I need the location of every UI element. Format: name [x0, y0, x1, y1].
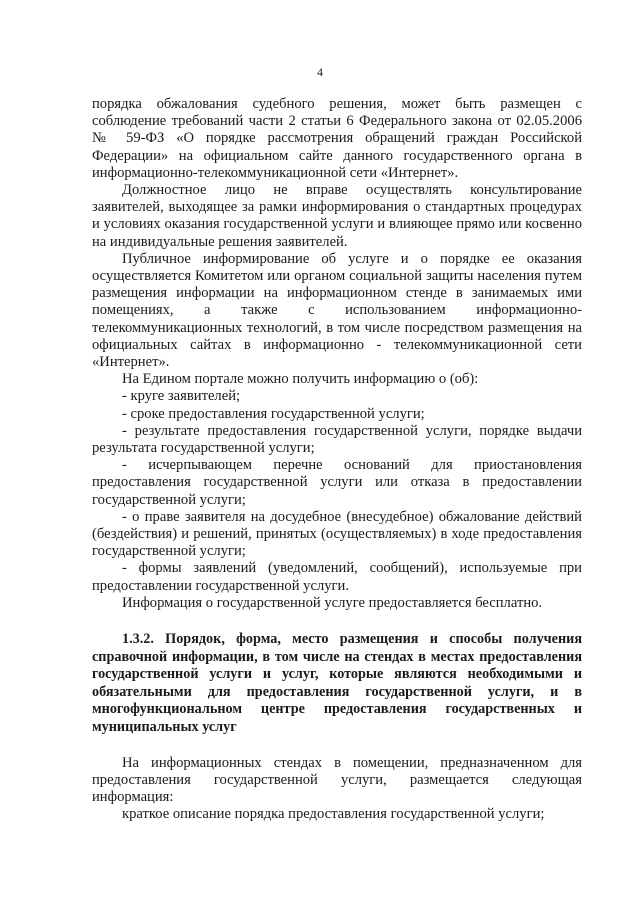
list-item: - сроке предоставления государственной услуги;: [122, 405, 425, 422]
list-item: - круге заявителей;: [122, 388, 241, 405]
list-item: - формы заявлений (уведомлений, сообщений), используемые при предоставлении государственной услуги.: [92, 560, 582, 594]
list-item: - о праве заявителя на досудебное (внесудебное) обжалование действий (бездействия) и решений, принятых (осуществляемых) в ходе предоставления государственной услуги;: [92, 508, 582, 560]
spacer: [92, 737, 582, 755]
paragraph-free-note: Информация о государственной услуге предоставляется бесплатно.: [122, 594, 543, 611]
paragraph-official-restriction: Должностное лицо не вправе осуществлять консультирование заявителей, выходящее за рамки информирования о стандартных процедурах и условиях оказания государственной услуги и влияющее прямо или косвенно на индивидуальные решения заявителей.: [92, 182, 582, 250]
paragraph-portal-intro: На Едином портале можно получить информацию о (об):: [122, 371, 479, 388]
paragraph-public-informing: Публичное информирование об услуге и о порядке ее оказания осуществляется Комитетом или органом социальной защиты населения путем размещения информации на информационном стенде в занимаемых ими помещениях, а также с использованием информационно-телекоммуникационных технологий, в том числе посредством размещения на официальных сайтах в информационно - телекоммуникационной сети «Интернет».: [92, 250, 582, 371]
paragraph-stand-intro: На информационных стендах в помещении, предназначенном для предоставления государственной услуги, размещается следующая информация:: [92, 754, 582, 806]
list-item: краткое описание порядка предоставления государственной услуги;: [122, 806, 545, 823]
list-item: - результате предоставления государственной услуги, порядке выдачи результата государственной услуги;: [92, 422, 582, 457]
document-body: [92, 96, 582, 823]
page-number: 4: [317, 65, 323, 79]
section-heading: 1.3.2. Порядок, форма, место размещения и способы получения справочной информации, в том числе на стендах в местах предоставления государственной услуги и услуг, которые являются необходимыми и обязательными для предоставления государственной услуги, и в многофункциональном центре предоставления государственных и муниципальных услуг: [92, 631, 582, 736]
paragraph-appeal-continuation: порядка обжалования судебного решения, может быть размещен с соблюдение требований части 2 статьи 6 Федерального закона от 02.05.2006 № 59-ФЗ «О порядке рассмотрения обращений граждан Российской Федерации» на официальном сайте данного государственного органа в информационно-телекоммуникационной сети «Интернет».: [92, 96, 582, 181]
list-item: - исчерпывающем перечне оснований для приостановления предоставления государственной услуги или отказа в предоставлении государственной услуги;: [92, 457, 582, 508]
